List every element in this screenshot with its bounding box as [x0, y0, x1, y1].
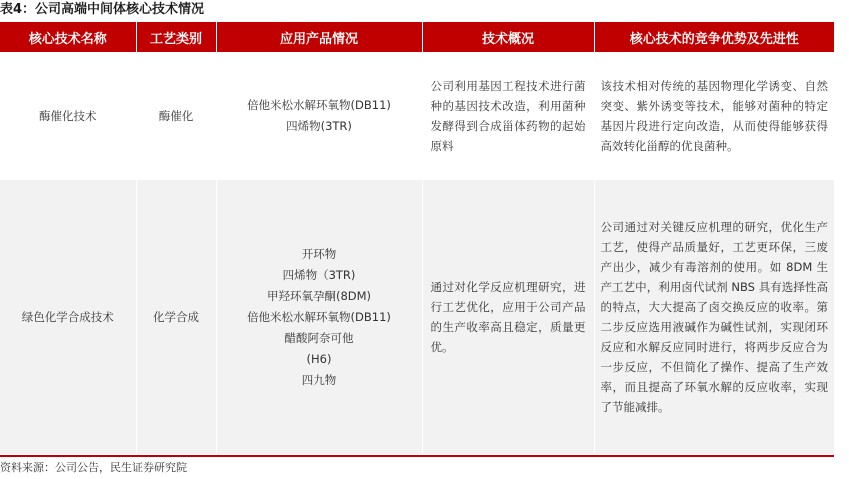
product-item: 醋酸阿奈可他: [284, 330, 354, 345]
header-tech-name: 核心技术名称: [0, 22, 136, 52]
header-application-products: 应用产品情况: [216, 22, 422, 52]
cell-process-category: 酶催化: [136, 52, 216, 180]
cell-process-category: 化学合成: [136, 180, 216, 455]
cell-competitive-advantage: 公司通过对关键反应机理的研究，优化生产工艺，使得产品质量好，工艺更环保，三废产出少，减少有毒溶剂的使用。如 8DM 生产工艺中，利用卤代试剂 NBS 具有选择性高的特点，大大提高了卤交换反应的收率。第二步反应选用液碱作为碱性试剂，实现闭环反应和水解反应同时进行，将两步反应合为一步反应，不但简化了操作、提高了生产效率，而且提高了环氧水解的反应收率，实现了节能减排。: [594, 180, 834, 455]
product-item: 倍他米松水解环氧物(DB11): [247, 309, 391, 324]
product-item: 倍他米松水解环氧物(DB11): [247, 97, 391, 112]
header-tech-overview: 技术概况: [422, 22, 594, 52]
product-item: 开环物: [301, 246, 337, 261]
cell-tech-name: 绿色化学合成技术: [0, 180, 136, 455]
header-process-category: 工艺类别: [136, 22, 216, 52]
table-row: [0, 52, 834, 180]
table-row: [0, 180, 834, 455]
table-header-row: [0, 22, 834, 52]
cell-tech-overview: 通过对化学反应机理研究，进行工艺优化，应用于公司产品的生产收率高且稳定，质量更优。: [422, 180, 594, 455]
table-bottom-rule: [0, 455, 834, 457]
cell-competitive-advantage: 该技术相对传统的基因物理化学诱变、自然突变、紫外诱变等技术，能够对菌种的特定基因片段进行定向改造，从而使得能够获得高效转化甾醇的优良菌种。: [594, 52, 834, 180]
product-item: 四烯物(3TR): [286, 118, 352, 133]
product-item: (H6): [306, 351, 332, 366]
table-title: 表4：公司高端中间体核心技术情况: [0, 2, 205, 17]
product-item: 甲羟环氧孕酮(8DM): [266, 288, 372, 303]
product-item: 四烯物（3TR): [282, 267, 356, 282]
header-competitive-advantage: 核心技术的竞争优势及先进性: [594, 22, 834, 52]
product-item: 四九物: [301, 372, 337, 387]
cell-application-products: [216, 52, 422, 180]
cell-application-products: [216, 180, 422, 455]
cell-tech-overview: 公司利用基因工程技术进行菌种的基因技术改造，利用菌种发酵得到合成甾体药物的起始原料: [422, 52, 594, 180]
cell-tech-name: 酶催化技术: [0, 52, 136, 180]
source-note: 资料来源：公司公告，民生证券研究院: [0, 461, 187, 474]
core-technology-table: [0, 22, 834, 454]
